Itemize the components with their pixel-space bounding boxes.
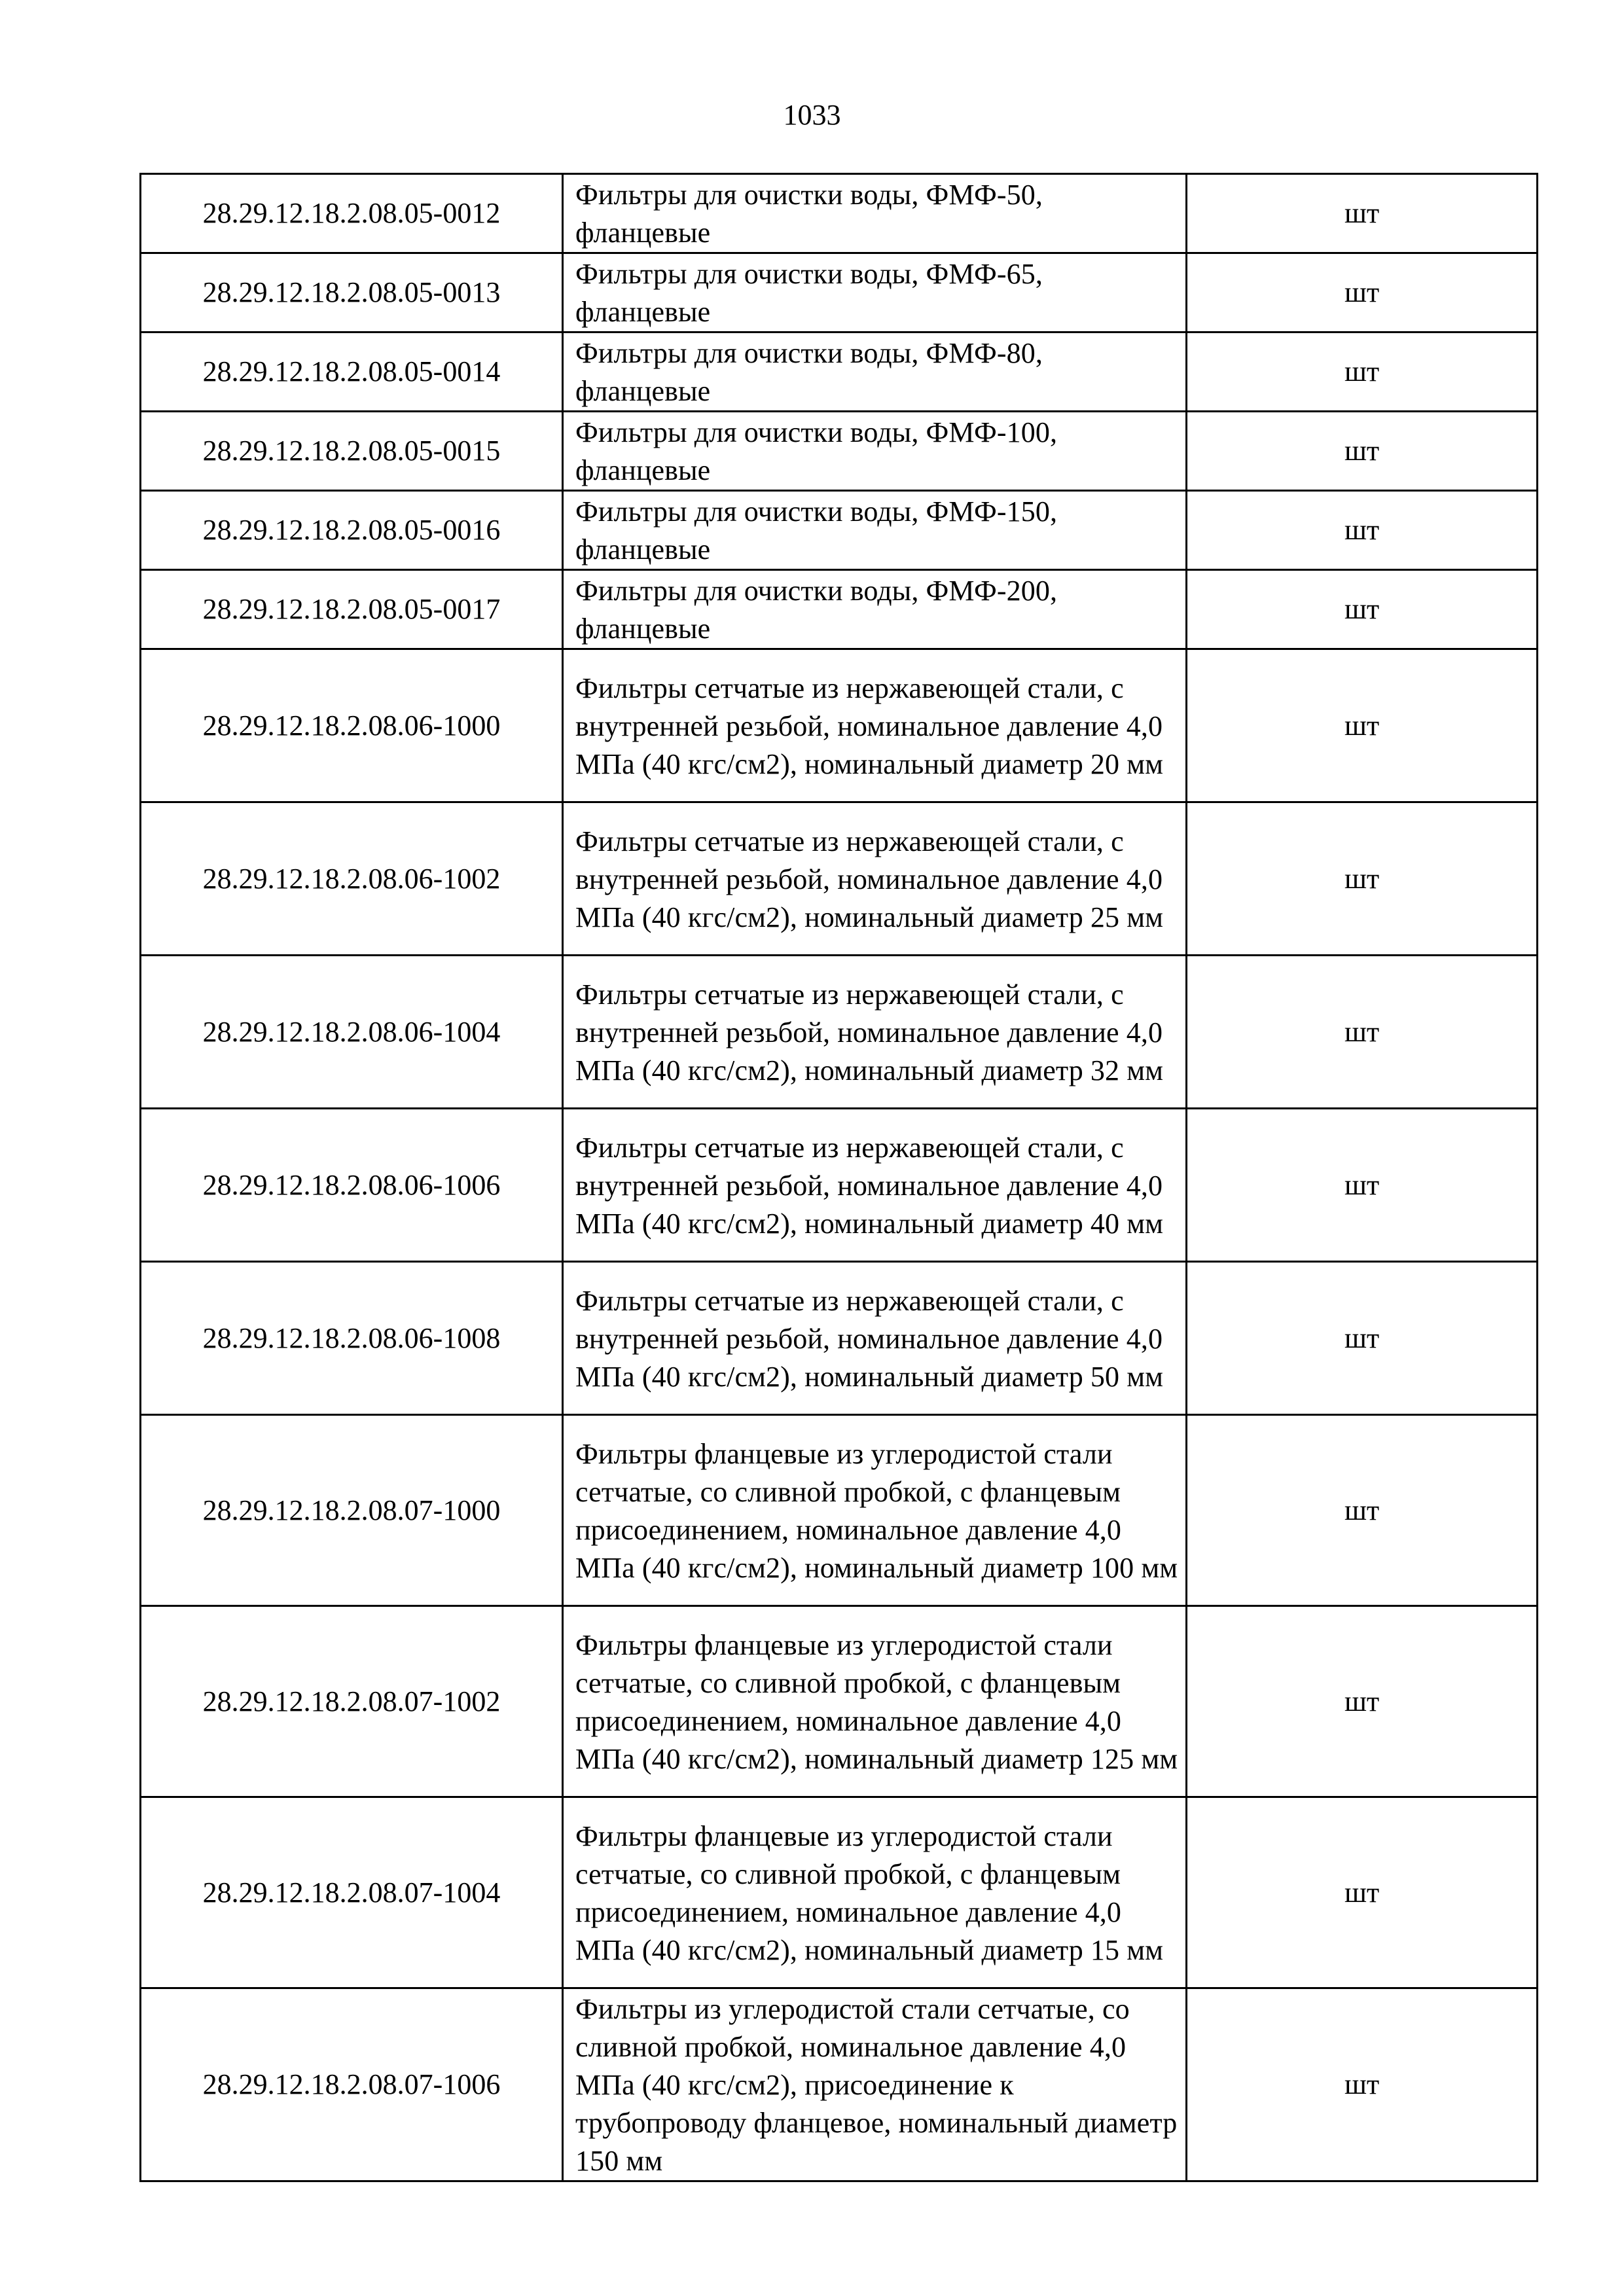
resource-name: Фильтры фланцевые из углеродистой стали сетчатые, со сливной пробкой, с фланцевым присоединением, номинальное давление 4,0 МПа (40 кгс/см2), номинальный диаметр 100 мм — [563, 1415, 1187, 1606]
resource-name: Фильтры фланцевые из углеродистой стали сетчатые, со сливной пробкой, с фланцевым присоединением, номинальное давление 4,0 МПа (40 кгс/см2), номинальный диаметр 125 мм — [563, 1606, 1187, 1797]
resource-name: Фильтры сетчатые из нержавеющей стали, с внутренней резьбой, номинальное давление 4,0 МПа (40 кгс/см2), номинальный диаметр 50 мм — [563, 1262, 1187, 1415]
resource-code: 28.29.12.18.2.08.06-1006 — [141, 1109, 563, 1262]
unit-of-measure: шт — [1187, 570, 1538, 649]
table-row — [141, 253, 1538, 332]
resource-name: Фильтры сетчатые из нержавеющей стали, с внутренней резьбой, номинальное давление 4,0 МПа (40 кгс/см2), номинальный диаметр 40 мм — [563, 1109, 1187, 1262]
resource-name: Фильтры для очистки воды, ФМФ-65, фланцевые — [563, 253, 1187, 332]
resource-name: Фильтры сетчатые из нержавеющей стали, с внутренней резьбой, номинальное давление 4,0 МПа (40 кгс/см2), номинальный диаметр 25 мм — [563, 802, 1187, 956]
resource-code: 28.29.12.18.2.08.05-0016 — [141, 491, 563, 570]
resource-code: 28.29.12.18.2.08.06-1008 — [141, 1262, 563, 1415]
unit-of-measure: шт — [1187, 802, 1538, 956]
resource-name: Фильтры для очистки воды, ФМФ-200, фланцевые — [563, 570, 1187, 649]
table-body — [141, 174, 1538, 2181]
resource-name: Фильтры для очистки воды, ФМФ-50, фланцевые — [563, 174, 1187, 253]
table-row — [141, 956, 1538, 1109]
unit-of-measure: шт — [1187, 1988, 1538, 2181]
table-row — [141, 802, 1538, 956]
unit-of-measure: шт — [1187, 253, 1538, 332]
resource-code: 28.29.12.18.2.08.07-1006 — [141, 1988, 563, 2181]
unit-of-measure: шт — [1187, 491, 1538, 570]
table-row — [141, 412, 1538, 491]
unit-of-measure: шт — [1187, 1797, 1538, 1988]
resource-name: Фильтры для очистки воды, ФМФ-100, фланцевые — [563, 412, 1187, 491]
table-row — [141, 332, 1538, 412]
table-row — [141, 1415, 1538, 1606]
resource-code: 28.29.12.18.2.08.06-1000 — [141, 649, 563, 802]
unit-of-measure: шт — [1187, 1415, 1538, 1606]
resource-code: 28.29.12.18.2.08.05-0013 — [141, 253, 563, 332]
table-row — [141, 570, 1538, 649]
table-row — [141, 1262, 1538, 1415]
resource-code: 28.29.12.18.2.08.06-1004 — [141, 956, 563, 1109]
unit-of-measure: шт — [1187, 1109, 1538, 1262]
resource-name: Фильтры из углеродистой стали сетчатые, со сливной пробкой, номинальное давление 4,0 МПа (40 кгс/см2), присоединение к трубопроводу фланцевое, номинальный диаметр 150 мм — [563, 1988, 1187, 2181]
resource-code: 28.29.12.18.2.08.06-1002 — [141, 802, 563, 956]
table-row — [141, 1988, 1538, 2181]
table-row — [141, 649, 1538, 802]
classifier-table — [139, 173, 1538, 2182]
resource-code: 28.29.12.18.2.08.05-0017 — [141, 570, 563, 649]
table-row — [141, 1797, 1538, 1988]
resource-name: Фильтры сетчатые из нержавеющей стали, с внутренней резьбой, номинальное давление 4,0 МПа (40 кгс/см2), номинальный диаметр 20 мм — [563, 649, 1187, 802]
resource-code: 28.29.12.18.2.08.05-0014 — [141, 332, 563, 412]
resource-name: Фильтры сетчатые из нержавеющей стали, с внутренней резьбой, номинальное давление 4,0 МПа (40 кгс/см2), номинальный диаметр 32 мм — [563, 956, 1187, 1109]
unit-of-measure: шт — [1187, 1262, 1538, 1415]
unit-of-measure: шт — [1187, 649, 1538, 802]
unit-of-measure: шт — [1187, 412, 1538, 491]
resource-name: Фильтры для очистки воды, ФМФ-150, фланцевые — [563, 491, 1187, 570]
resource-code: 28.29.12.18.2.08.05-0015 — [141, 412, 563, 491]
unit-of-measure: шт — [1187, 174, 1538, 253]
unit-of-measure: шт — [1187, 1606, 1538, 1797]
unit-of-measure: шт — [1187, 332, 1538, 412]
unit-of-measure: шт — [1187, 956, 1538, 1109]
table-row — [141, 491, 1538, 570]
resource-code: 28.29.12.18.2.08.05-0012 — [141, 174, 563, 253]
resource-code: 28.29.12.18.2.08.07-1000 — [141, 1415, 563, 1606]
table-row — [141, 1606, 1538, 1797]
table-row — [141, 1109, 1538, 1262]
resource-name: Фильтры фланцевые из углеродистой стали сетчатые, со сливной пробкой, с фланцевым присоединением, номинальное давление 4,0 МПа (40 кгс/см2), номинальный диаметр 15 мм — [563, 1797, 1187, 1988]
table-row — [141, 174, 1538, 253]
resource-code: 28.29.12.18.2.08.07-1002 — [141, 1606, 563, 1797]
page-number: 1033 — [783, 99, 841, 131]
resource-code: 28.29.12.18.2.08.07-1004 — [141, 1797, 563, 1988]
resource-name: Фильтры для очистки воды, ФМФ-80, фланцевые — [563, 332, 1187, 412]
